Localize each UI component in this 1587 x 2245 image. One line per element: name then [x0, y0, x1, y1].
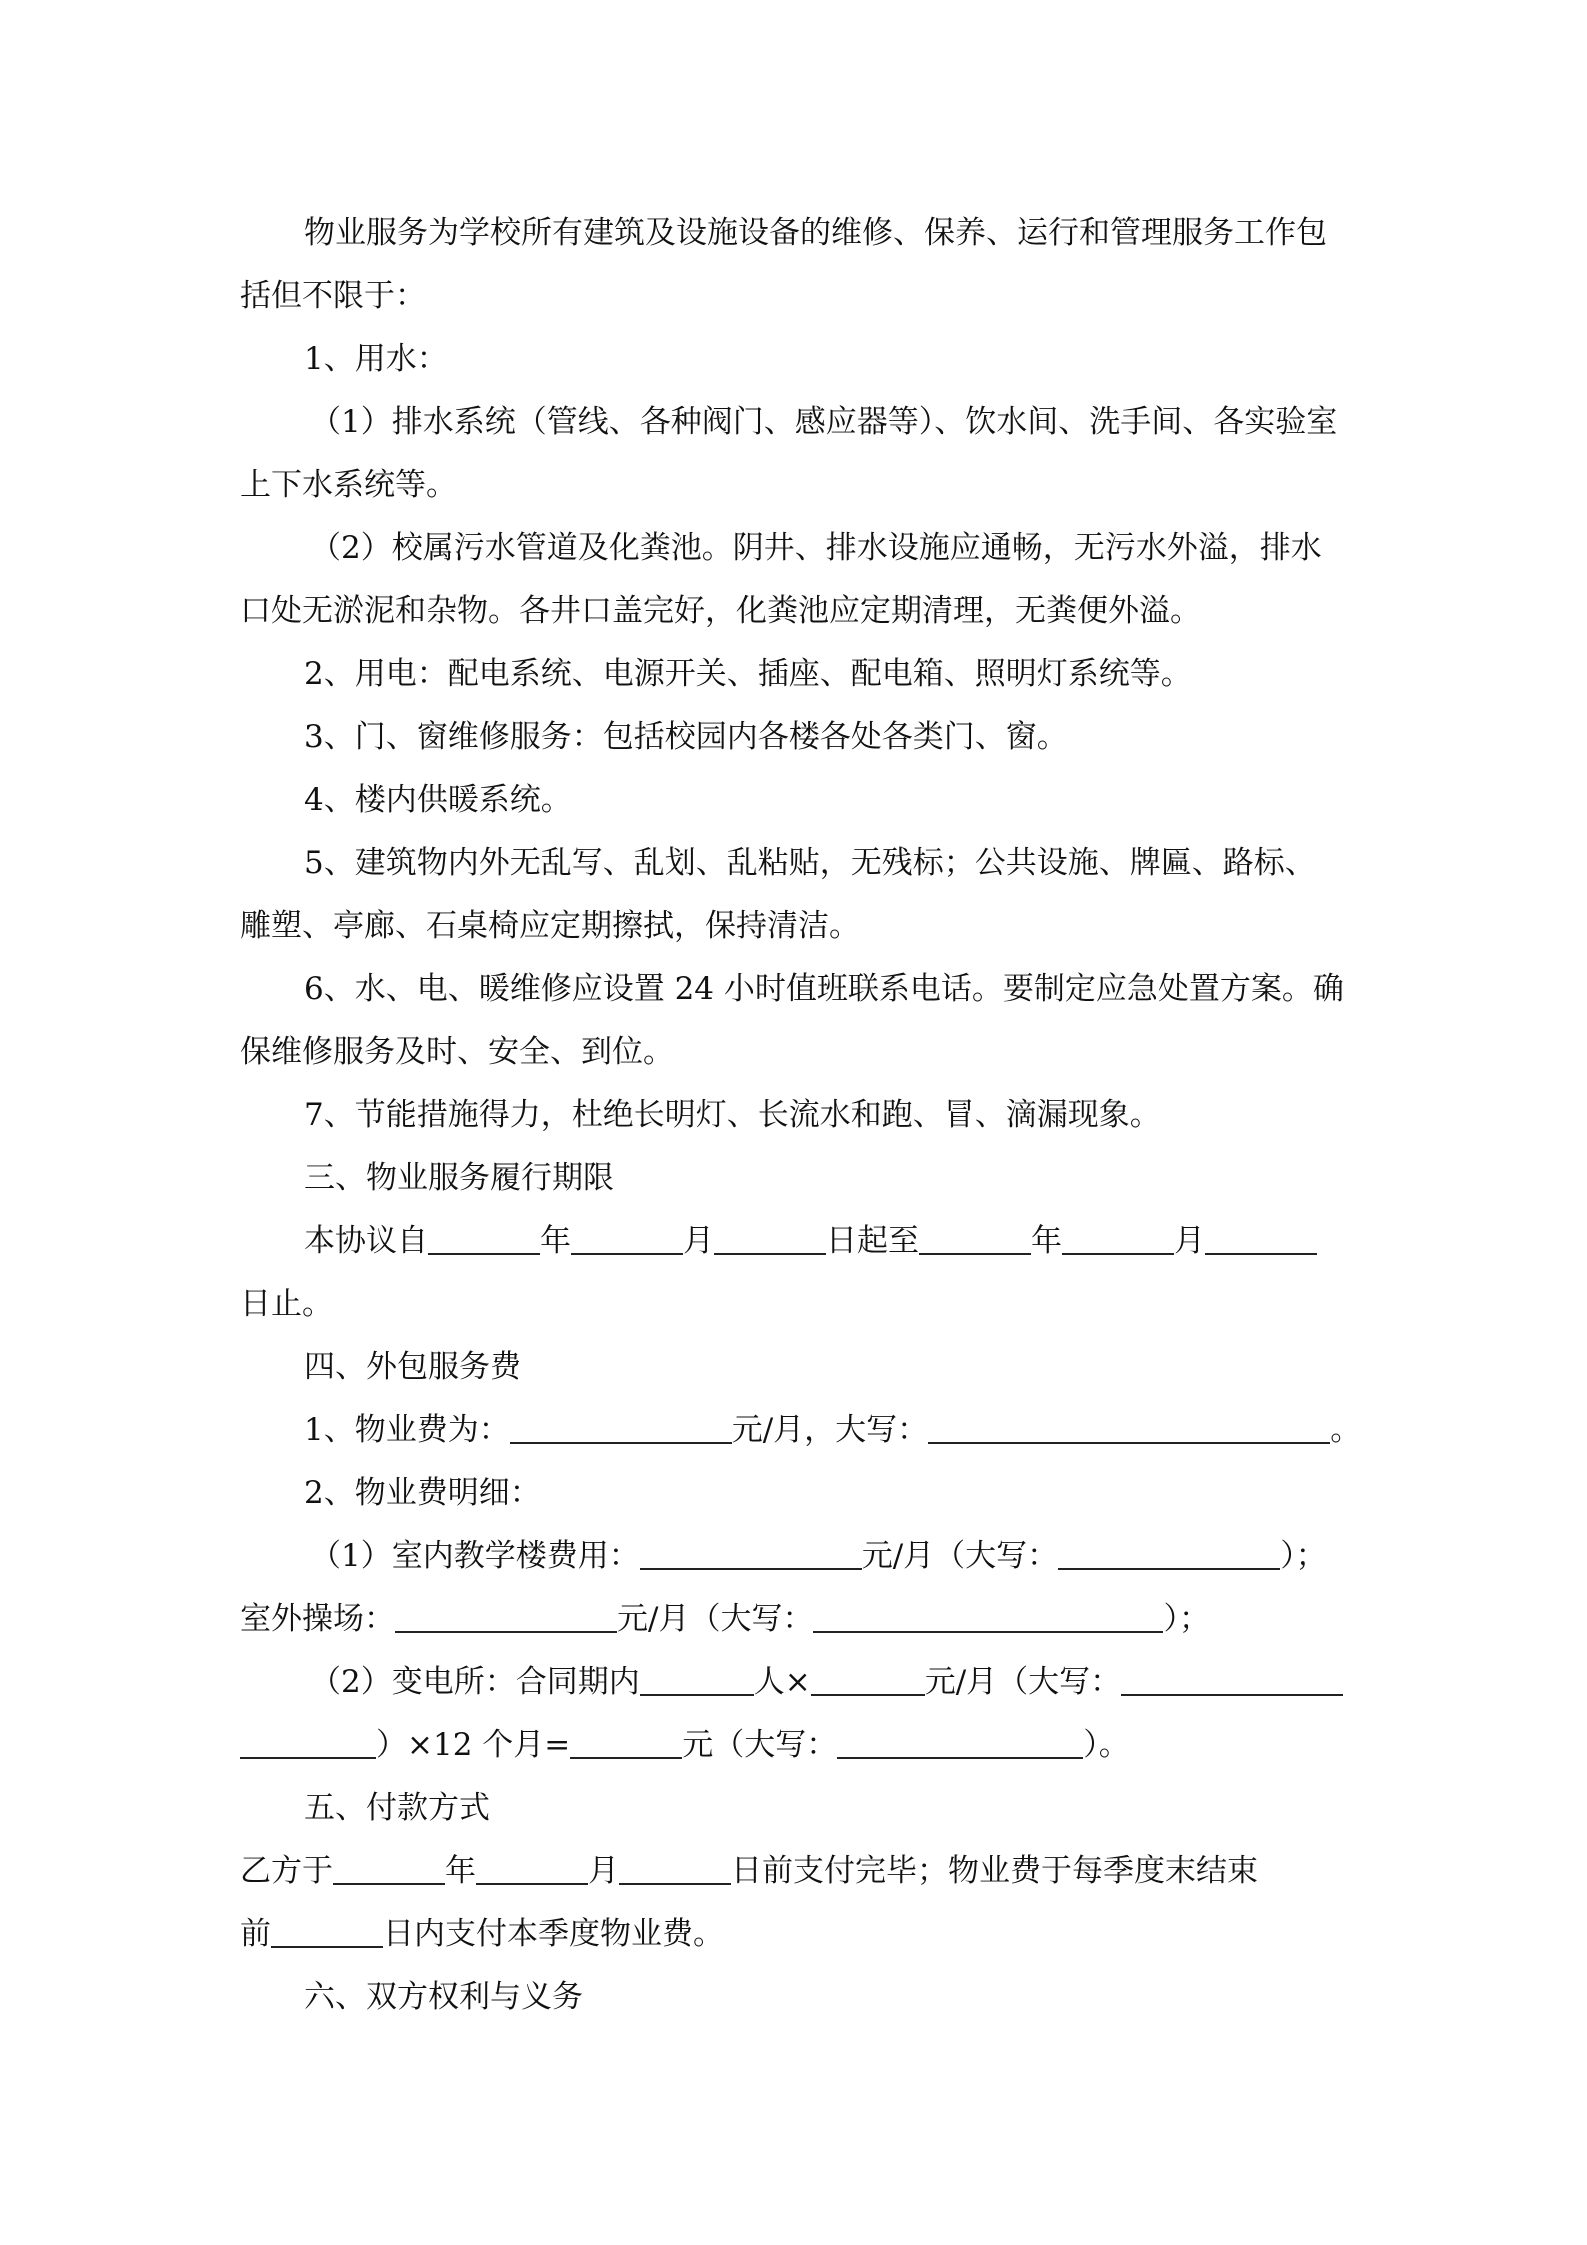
fee-end-text: 。	[1330, 1412, 1362, 1448]
section-6-heading: 六、双方权利与义务	[304, 1979, 583, 2015]
outdoor-fee-uppercase-blank[interactable]	[813, 1600, 1163, 1633]
term-month-text: 月	[683, 1223, 714, 1259]
payment-text-a: 乙方于	[240, 1853, 333, 1889]
electric-item: 2、用电：配电系统、电源开关、插座、配电箱、照明灯系统等。	[304, 656, 1192, 692]
indoor-fee-label: （1）室内教学楼费用：	[310, 1538, 640, 1574]
document-page	[240, 202, 1362, 2029]
term-year-text: 年	[540, 1223, 571, 1259]
payment-month-text: 月	[588, 1853, 619, 1889]
fee-detail-heading: 2、物业费明细：	[304, 1475, 541, 1511]
term-end-year-blank[interactable]	[919, 1222, 1031, 1255]
fee-label: 1、物业费为：	[304, 1412, 510, 1448]
term-dayfrom-text: 日起至	[826, 1223, 919, 1259]
water-item-1-line-1: （1）排水系统（管线、各种阀门、感应器等）、饮水间、洗手间、各实验室	[310, 404, 1338, 440]
fee-uppercase-blank[interactable]	[928, 1411, 1330, 1444]
payment-text-front: 前	[240, 1916, 271, 1952]
term-start-text: 本协议自	[304, 1223, 428, 1259]
intro-line-2: 括但不限于：	[240, 278, 426, 314]
section-5-heading: 五、付款方式	[304, 1790, 490, 1826]
term-start-year-blank[interactable]	[428, 1222, 540, 1255]
outdoor-fee-line	[240, 1588, 1352, 1651]
payment-year-blank[interactable]	[333, 1852, 445, 1885]
maintenance-item-line-2: 保维修服务及时、安全、到位。	[240, 1034, 674, 1070]
buildings-item-line-1: 5、建筑物内外无乱写、乱划、乱粘贴，无残标；公共设施、牌匾、路标、	[304, 845, 1316, 881]
energy-item: 7、节能措施得力，杜绝长明灯、长流水和跑、冒、滴漏现象。	[304, 1097, 1161, 1133]
substation-uppercase-blank-start[interactable]	[1121, 1663, 1343, 1696]
fee-line	[240, 1399, 1362, 1462]
substation-months-text: ）×12 个月=	[376, 1727, 571, 1763]
water-item-2-line-2: 口处无淤泥和杂物。各井口盖完好，化粪池应定期清理，无粪便外溢。	[240, 593, 1201, 629]
substation-yuan-text: 元（大写：	[682, 1727, 838, 1763]
substation-person-text: 人×	[753, 1664, 811, 1700]
doors-item: 3、门、窗维修服务：包括校园内各楼各处各类门、窗。	[304, 719, 1068, 755]
maintenance-item-line-1: 6、水、电、暖维修应设置 24 小时值班联系电话。要制定应急处置方案。确	[304, 971, 1344, 1007]
substation-persons-blank[interactable]	[640, 1663, 754, 1696]
intro-line-1: 物业服务为学校所有建筑及设施设备的维修、保养、运行和管理服务工作包	[304, 215, 1327, 251]
buildings-item-line-2: 雕塑、亭廊、石桌椅应定期擦拭，保持清洁。	[240, 908, 860, 944]
payment-year-text: 年	[445, 1853, 476, 1889]
water-item-1-line-2: 上下水系统等。	[240, 467, 457, 503]
outdoor-fee-end: ）；	[1163, 1601, 1210, 1637]
term-end-month-blank[interactable]	[1062, 1222, 1174, 1255]
payment-line-1	[240, 1840, 1352, 1903]
term-end-day-blank[interactable]	[1205, 1222, 1317, 1255]
indoor-fee-unit: 元/月（大写：	[861, 1538, 1059, 1574]
payment-day-text: 日前支付完毕；物业费于每季度末结束	[731, 1853, 1258, 1889]
term-year2-text: 年	[1031, 1223, 1062, 1259]
substation-fee-line-2	[240, 1714, 1352, 1777]
substation-total-uppercase-blank[interactable]	[837, 1726, 1083, 1759]
indoor-fee-amount-blank[interactable]	[640, 1537, 862, 1570]
indoor-fee-uppercase-blank[interactable]	[1058, 1537, 1280, 1570]
fee-amount-blank[interactable]	[510, 1411, 732, 1444]
term-line	[240, 1210, 1352, 1273]
substation-rate-blank[interactable]	[811, 1663, 925, 1696]
term-start-day-blank[interactable]	[714, 1222, 826, 1255]
substation-fee-line	[240, 1651, 1352, 1714]
water-item-2-line-1: （2）校属污水管道及化粪池。阴井、排水设施应通畅，无污水外溢，排水	[310, 530, 1322, 566]
fee-unit-text: 元/月，大写：	[731, 1412, 929, 1448]
heating-item: 4、楼内供暖系统。	[304, 782, 572, 818]
payment-text-rest: 日内支付本季度物业费。	[383, 1916, 724, 1952]
payment-month-blank[interactable]	[476, 1852, 588, 1885]
section-3-heading: 三、物业服务履行期限	[304, 1160, 614, 1196]
term-end-text: 日止。	[240, 1286, 333, 1322]
substation-uppercase-blank-end[interactable]	[240, 1726, 376, 1759]
substation-label: （2）变电所：合同期内	[310, 1664, 640, 1700]
substation-end-text: ）。	[1083, 1727, 1130, 1763]
outdoor-fee-unit: 元/月（大写：	[617, 1601, 814, 1637]
indoor-fee-end: ）；	[1280, 1538, 1327, 1574]
payment-day-blank[interactable]	[619, 1852, 731, 1885]
outdoor-fee-label: 室外操场：	[240, 1601, 395, 1637]
payment-days-blank[interactable]	[271, 1915, 383, 1948]
substation-total-blank[interactable]	[570, 1726, 682, 1759]
term-start-month-blank[interactable]	[571, 1222, 683, 1255]
term-month2-text: 月	[1174, 1223, 1205, 1259]
water-heading: 1、用水：	[304, 341, 448, 377]
payment-line-2	[240, 1903, 1352, 1966]
indoor-fee-line	[240, 1525, 1352, 1588]
section-4-heading: 四、外包服务费	[304, 1349, 521, 1385]
outdoor-fee-amount-blank[interactable]	[395, 1600, 617, 1633]
substation-unit-text: 元/月（大写：	[924, 1664, 1122, 1700]
